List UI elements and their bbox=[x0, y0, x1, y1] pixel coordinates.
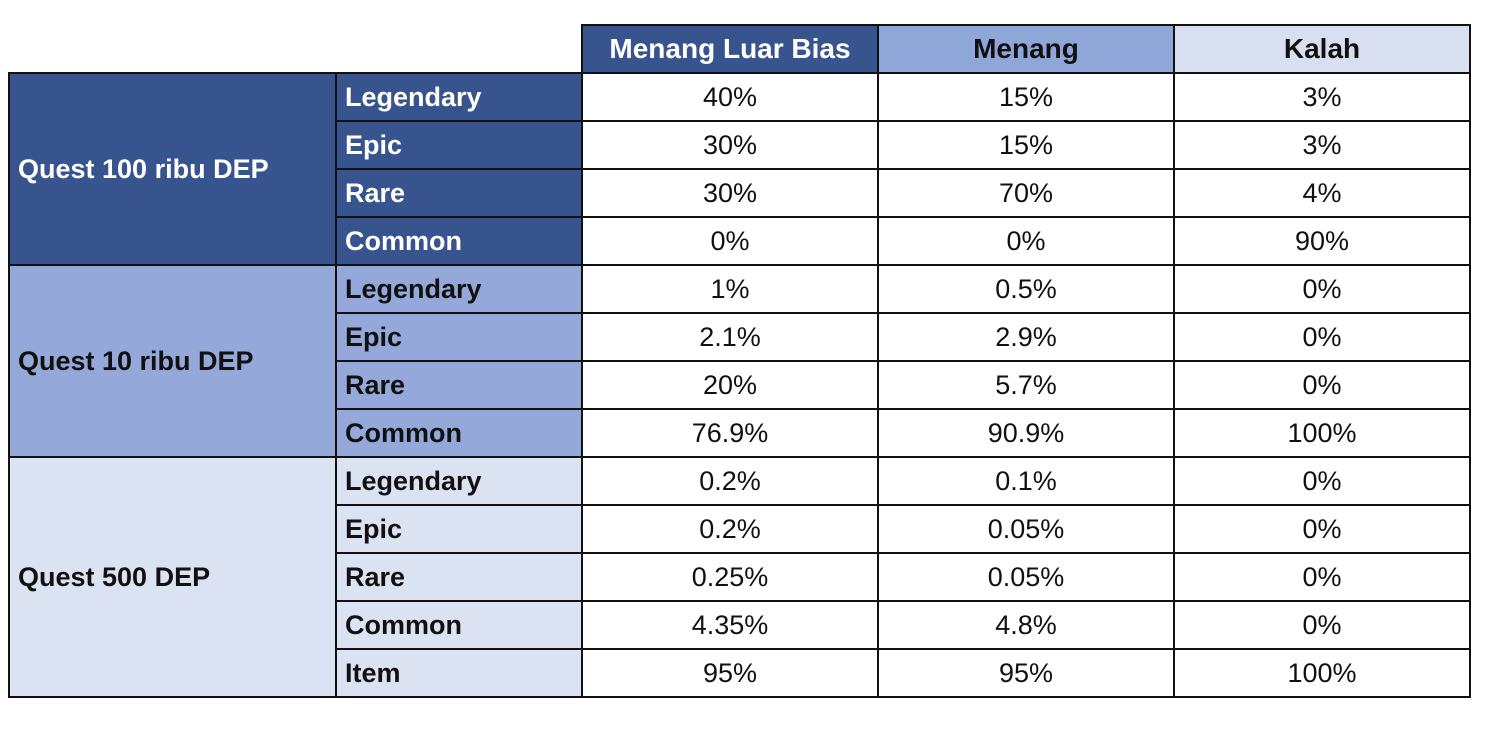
header-kalah: Kalah bbox=[1174, 25, 1470, 73]
value-cell: 0.05% bbox=[878, 505, 1174, 553]
group-label: Quest 500 DEP bbox=[9, 457, 336, 697]
rarity-label: Legendary bbox=[336, 73, 582, 121]
value-cell: 0% bbox=[878, 217, 1174, 265]
value-cell: 0.05% bbox=[878, 553, 1174, 601]
value-cell: 4% bbox=[1174, 169, 1470, 217]
value-cell: 1% bbox=[582, 265, 878, 313]
value-cell: 4.8% bbox=[878, 601, 1174, 649]
value-cell: 90% bbox=[1174, 217, 1470, 265]
value-cell: 20% bbox=[582, 361, 878, 409]
group-label: Quest 100 ribu DEP bbox=[9, 73, 336, 265]
value-cell: 0% bbox=[1174, 265, 1470, 313]
table-row bbox=[9, 73, 1470, 121]
header-menang-luar-bias: Menang Luar Bias bbox=[582, 25, 878, 73]
value-cell: 95% bbox=[878, 649, 1174, 697]
value-cell: 3% bbox=[1174, 121, 1470, 169]
value-cell: 0% bbox=[1174, 313, 1470, 361]
value-cell: 100% bbox=[1174, 649, 1470, 697]
rarity-label: Rare bbox=[336, 361, 582, 409]
value-cell: 90.9% bbox=[878, 409, 1174, 457]
value-cell: 0% bbox=[1174, 361, 1470, 409]
rarity-label: Legendary bbox=[336, 457, 582, 505]
value-cell: 0% bbox=[1174, 505, 1470, 553]
value-cell: 3% bbox=[1174, 73, 1470, 121]
rarity-label: Common bbox=[336, 409, 582, 457]
value-cell: 70% bbox=[878, 169, 1174, 217]
rarity-label: Common bbox=[336, 601, 582, 649]
value-cell: 0% bbox=[1174, 457, 1470, 505]
table-row bbox=[9, 265, 1470, 313]
empty-corner bbox=[9, 25, 582, 73]
value-cell: 0% bbox=[1174, 601, 1470, 649]
table-row bbox=[9, 457, 1470, 505]
rarity-label: Item bbox=[336, 649, 582, 697]
value-cell: 40% bbox=[582, 73, 878, 121]
rarity-label: Rare bbox=[336, 553, 582, 601]
value-cell: 0% bbox=[582, 217, 878, 265]
value-cell: 0.2% bbox=[582, 457, 878, 505]
drop-rate-table bbox=[8, 24, 1471, 698]
rarity-label: Epic bbox=[336, 313, 582, 361]
header-menang: Menang bbox=[878, 25, 1174, 73]
value-cell: 15% bbox=[878, 73, 1174, 121]
value-cell: 15% bbox=[878, 121, 1174, 169]
value-cell: 0.25% bbox=[582, 553, 878, 601]
value-cell: 95% bbox=[582, 649, 878, 697]
value-cell: 5.7% bbox=[878, 361, 1174, 409]
value-cell: 0% bbox=[1174, 553, 1470, 601]
value-cell: 30% bbox=[582, 169, 878, 217]
value-cell: 4.35% bbox=[582, 601, 878, 649]
value-cell: 2.1% bbox=[582, 313, 878, 361]
rarity-label: Rare bbox=[336, 169, 582, 217]
header-row bbox=[9, 25, 1470, 73]
value-cell: 30% bbox=[582, 121, 878, 169]
value-cell: 100% bbox=[1174, 409, 1470, 457]
rarity-label: Common bbox=[336, 217, 582, 265]
group-label: Quest 10 ribu DEP bbox=[9, 265, 336, 457]
value-cell: 0.5% bbox=[878, 265, 1174, 313]
rarity-label: Epic bbox=[336, 505, 582, 553]
value-cell: 2.9% bbox=[878, 313, 1174, 361]
rarity-label: Legendary bbox=[336, 265, 582, 313]
rarity-label: Epic bbox=[336, 121, 582, 169]
value-cell: 76.9% bbox=[582, 409, 878, 457]
value-cell: 0.2% bbox=[582, 505, 878, 553]
value-cell: 0.1% bbox=[878, 457, 1174, 505]
